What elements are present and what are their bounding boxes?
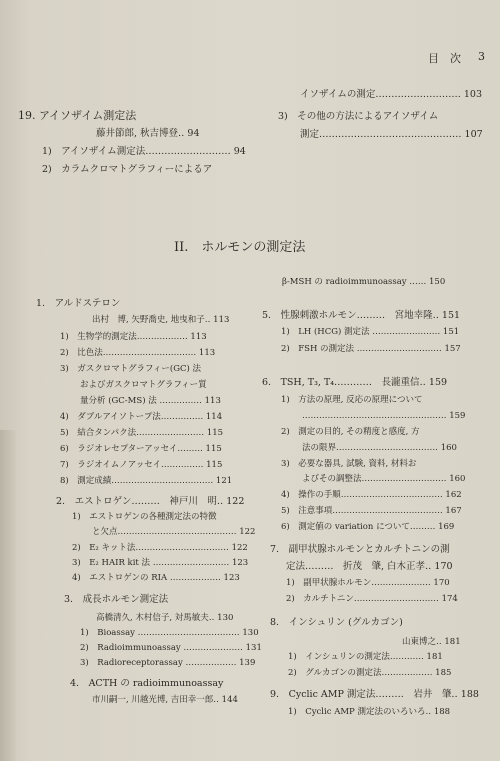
entry-2-sub-4: 4) エストロゲンの RIA ……………… 123 [72, 573, 240, 583]
entry-3-authors: 高橋清久, 木村信子, 対馬敏夫‥ 130 [96, 613, 234, 623]
entry-4-authors: 市川嗣一, 川越光博, 吉田幸一郎‥ 144 [92, 695, 238, 705]
entry-1-sub-1: 1) 生物学的測定法……………… 113 [60, 332, 207, 342]
entry-1-authors: 出村 博, 矢野喬史, 地曳和子‥ 113 [92, 315, 230, 325]
entry-1-sub-2: 2) 比色法…………………………… 113 [60, 348, 216, 358]
entry-1-sub-7: 7) ラジオイムノアッセイ…………… 115 [60, 460, 223, 470]
header-page-number: 3 [478, 50, 485, 63]
entry-6-sub-1b: …………………………………………… 159 [302, 411, 466, 421]
entry-2-sub-1b: と欠点…………………………………… 122 [92, 527, 256, 537]
entry-1-sub-5: 5) 結合タンパク法…………………… 115 [60, 428, 224, 438]
entry-1-sub-3c: 量分析 (GC-MS) 法 …………… 113 [80, 396, 221, 406]
entry-8-authors: 山東博之‥ 181 [402, 637, 461, 647]
entry-8-sub-2: 2) グルカゴンの測定法……………… 185 [288, 668, 452, 678]
entry-2-title: 2. エストロゲン……… 神戸川 明‥ 122 [56, 496, 245, 507]
entry-1-title: 1. アルドステロン [36, 298, 121, 309]
entry-6-sub-4: 4) 操作の手順……………………………… 162 [281, 490, 462, 500]
entry-1-sub-3b: およびガスクロマトグラフィー質 [80, 380, 207, 390]
entry-6-sub-6: 6) 測定値の variation について……… 169 [281, 522, 455, 532]
section-title: II. ホルモンの測定法 [174, 240, 306, 255]
page-binding-edge [0, 430, 16, 761]
entry-5-sub-2: 2) FSH の測定法 ………………………… 157 [281, 344, 461, 354]
entry-1-sub-6: 6) ラジオレセプターアッセイ……… 115 [60, 444, 222, 454]
entry-6-sub-2a: 2) 測定の目的, その精度と感度, 方 [281, 427, 420, 437]
entry-19-sub-3a: 3) その他の方法によるアイソザイム [278, 111, 439, 122]
entry-9-title: 9. Cyclic AMP 測定法……… 岩井 肇‥ 188 [270, 689, 479, 700]
entry-5-sub-1: 1) LH (HCG) 測定法 …………………… 151 [281, 327, 460, 337]
entry-5-title: 5. 性腺刺激ホルモン……… 宮地幸隆‥ 151 [262, 310, 461, 321]
entry-19-authors: 藤井節郎, 秋吉博登‥ 94 [96, 128, 200, 139]
entry-6-sub-3b: よびその調整法………………………… 160 [302, 474, 466, 484]
entry-3-sub-1: 1) Bioassay ……………………………… 130 [80, 628, 259, 638]
header-title: 目 次 [428, 52, 461, 65]
entry-3-sub-2: 2) Radioimmunoassay ………………… 131 [80, 643, 262, 653]
entry-8-sub-1: 1) インシュリンの測定法………… 181 [288, 652, 443, 662]
entry-19-sub-3b: 測定……………………………………… 107 [300, 129, 483, 140]
entry-1-sub-8: 8) 測定成績……………………………… 121 [60, 476, 233, 486]
entry-6-sub-3a: 3) 必要な器具, 試験, 資料, 材料お [281, 459, 417, 469]
entry-2-sub-3: 3) E₂ HAIR kit 法 ……………………… 123 [72, 558, 249, 568]
entry-3-title: 3. 成長ホルモン測定法 [64, 594, 169, 605]
entry-2-sub-2: 2) E₂ キット法…………………………… 122 [72, 543, 248, 553]
entry-6-title: 6. TSH, T₃, T₄………… 長瀧重信‥ 159 [262, 377, 448, 388]
entry-6-sub-5: 5) 注意事項………………………………… 167 [281, 506, 462, 516]
entry-9-sub-1: 1) Cyclic AMP 測定法のいろいろ‥ 188 [288, 707, 451, 717]
beta-msh-line: β-MSH の radioimmunoassay ‥‥‥ 150 [282, 277, 446, 287]
entry-19-sub-1: 1) アイソザイム測定法……………………… 94 [42, 146, 246, 157]
entry-4-title: 4. ACTH の radioimmunoassay [70, 678, 224, 689]
entry-1-sub-4: 4) ダブルアイソトープ法…………… 114 [60, 412, 223, 422]
entry-6-sub-2b: 法の限界……………………………… 160 [302, 443, 457, 453]
entry-2-sub-1a: 1) エストロゲンの各種測定法の特徴 [72, 512, 217, 522]
entry-8-title: 8. インシュリン (グルカゴン) [270, 617, 403, 628]
entry-19-title: 19. アイソザイム測定法 [18, 109, 137, 122]
entry-1-sub-3a: 3) ガスクロマトグラフィー(GC) 法 [60, 364, 202, 374]
entry-19-sub-2-cont: イソザイムの測定……………………… 103 [300, 89, 482, 100]
entry-7-title: 7. 副甲状腺ホルモンとカルチトニンの測 [270, 544, 450, 555]
entry-6-sub-1a: 1) 方法の原理, 反応の原理について [281, 395, 423, 405]
entry-7-title-b: 定法……… 折茂 肇, 白木正孝‥ 170 [286, 561, 453, 572]
entry-7-sub-1: 1) 副甲状腺ホルモン………………… 170 [286, 578, 450, 588]
entry-7-sub-2: 2) カルチトニン………………………… 174 [286, 594, 458, 604]
entry-3-sub-3: 3) Radioreceptorassay ……………… 139 [80, 658, 256, 668]
entry-19-sub-2: 2) カラムクロマトグラフィーによるア [42, 164, 213, 175]
